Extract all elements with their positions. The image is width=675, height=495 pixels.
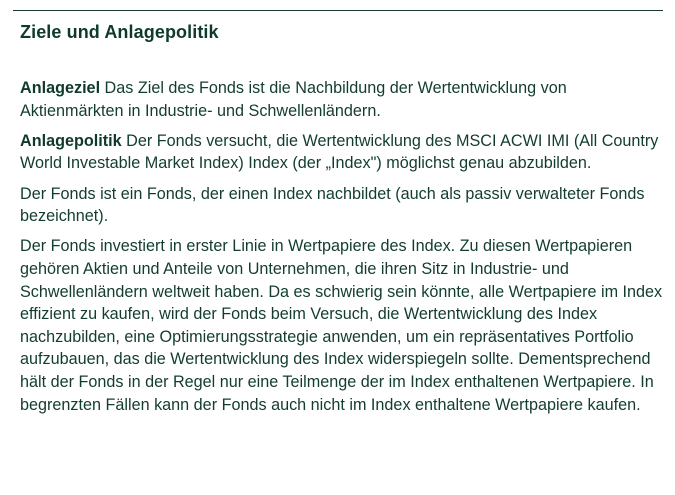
paragraph-index-tracking <box>20 183 667 228</box>
paragraph-anlageziel <box>20 77 667 122</box>
paragraph-anlagepolitik <box>20 130 667 175</box>
section-divider <box>13 10 663 11</box>
paragraph-text: Der Fonds investiert in erster Linie in Wertpapiere des Index. Zu diesen Wertpapieren gehören Aktien und Anteile von Unternehmen, die ihren Sitz in Industrie- und Schwellenländern weltweit haben. Da es schwierig sein könnte, alle Wertpapiere im Index effizient zu kaufen, wird der Fonds beim Versuch, die Wertentwicklung des Index nachzubilden, eine Optimierungsstrategie anwenden, um ein repräsentatives Portfolio aufzubauen, das die Wertentwicklung des Index widerspiegeln sollte. Dementsprechend hält der Fonds in der Regel nur eine Teilmenge der im Index enthaltenen Wertpapiere. In begrenzten Fällen kann der Fonds auch nicht im Index enthaltene Wertpapiere kaufen. <box>20 237 663 414</box>
section-body <box>20 77 667 424</box>
paragraph-lead: Anlagepolitik <box>20 131 122 150</box>
paragraph-investment-details <box>20 235 667 416</box>
paragraph-lead: Anlageziel <box>20 79 101 97</box>
paragraph-text: Der Fonds ist ein Fonds, der einen Index nachbildet (auch als passiv verwalteter Fonds bezeichnet). <box>20 184 645 226</box>
paragraph-text: Das Ziel des Fonds ist die Nachbildung der Wertentwicklung von Aktienmärkten in Industrie- und Schwellenländern. <box>20 79 567 120</box>
paragraph-text: Der Fonds versucht, die Wertentwicklung des MSCI ACWI IMI (All Country World Investable Market Index) Index (der „Index") möglichst genau abzubilden. <box>20 131 659 173</box>
section-title: Ziele und Anlagepolitik <box>20 22 219 42</box>
